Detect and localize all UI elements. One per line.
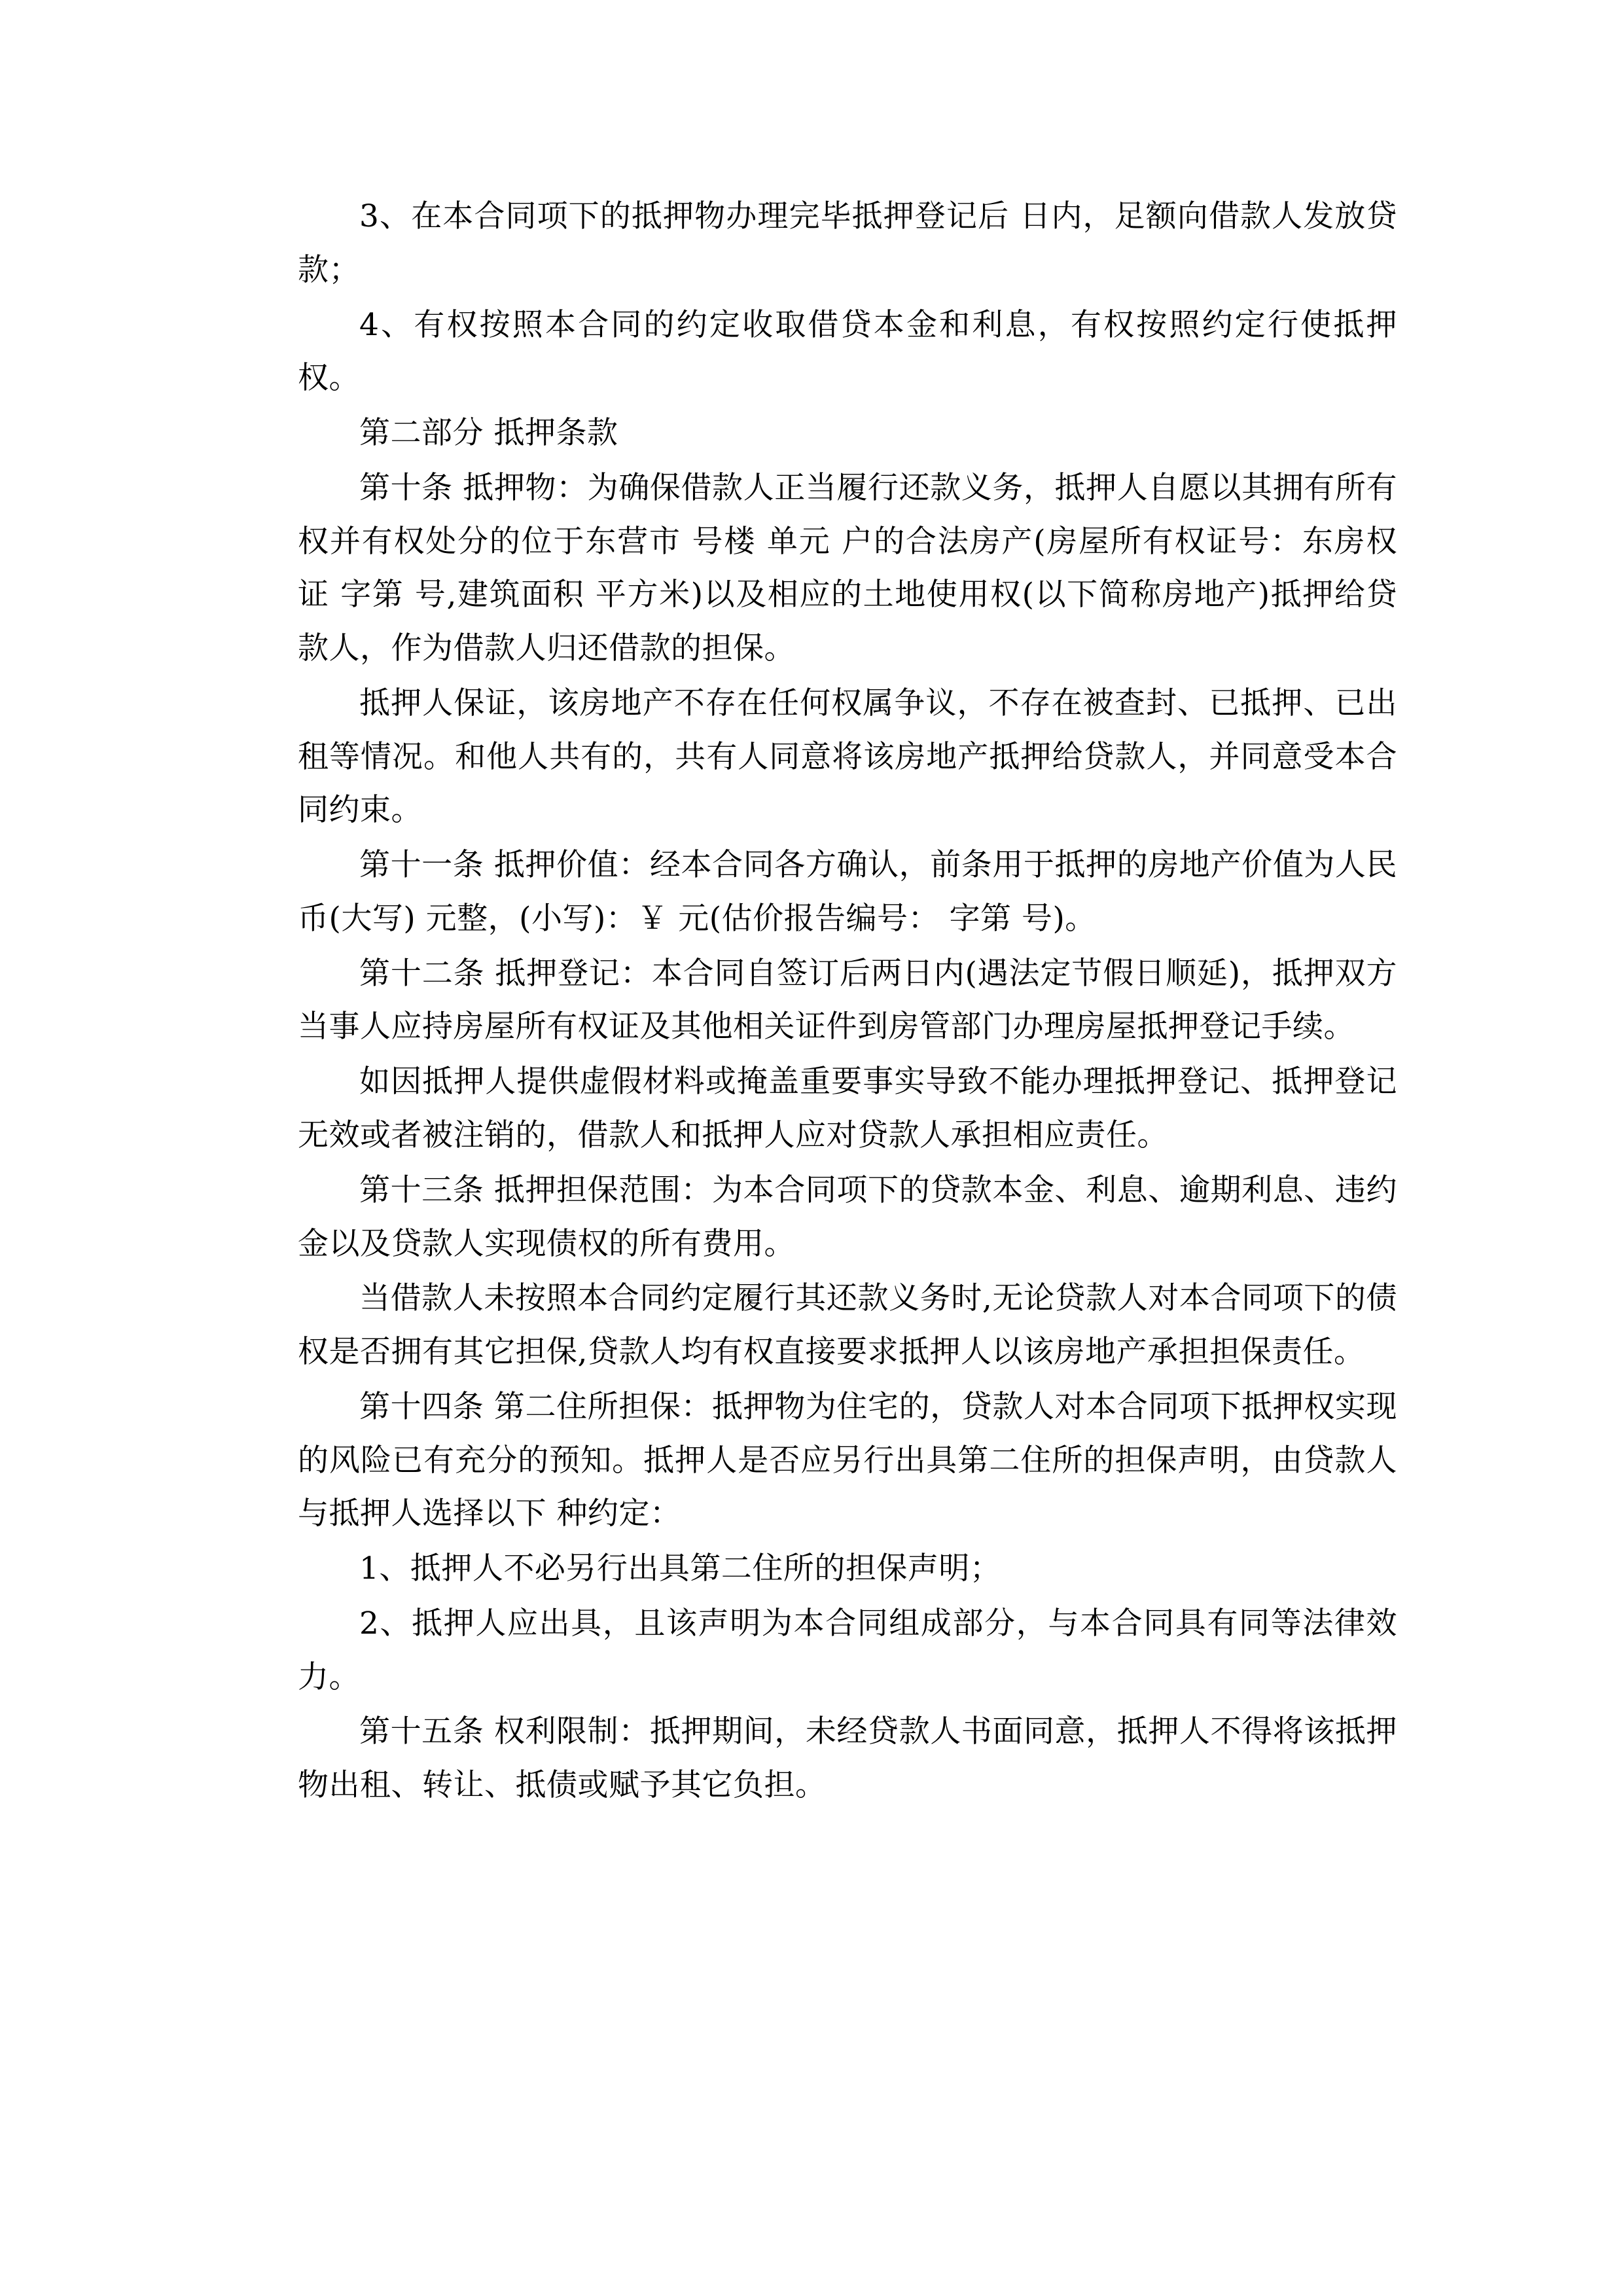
paragraph: 如因抵押人提供虚假材料或掩盖重要事实导致不能办理抵押登记、抵押登记无效或者被注销的，借款人和抵押人应对贷款人承担相应责任。 (298, 1064, 1397, 1154)
paragraph: 第十四条 第二住所担保：抵押物为住宅的，贷款人对本合同项下抵押权实现的风险已有充分的预知。抵押人是否应另行出具第二住所的担保声明，由贷款人与抵押人选择以下 种约定： (298, 1388, 1397, 1532)
paragraph: 第十二条 抵押登记：本合同自签订后两日内(遇法定节假日顺延)，抵押双方当事人应持房屋所有权证及其他相关证件到房管部门办理房屋抵押登记手续。 (298, 955, 1397, 1045)
paragraph: 第十条 抵押物：为确保借款人正当履行还款义务，抵押人自愿以其拥有所有权并有权处分的位于东营市 号楼 单元 户的合法房产(房屋所有权证号：东房权证 字第 号,建筑面积 平方米)以及相应的土地使用权(以下简称房地产)抵押给贷款人，作为借款人归还借款的担保。 (298, 469, 1397, 667)
paragraph: 第十五条 权利限制：抵押期间，未经贷款人书面同意，抵押人不得将该抵押物出租、转让、抵债或赋予其它负担。 (298, 1713, 1397, 1804)
paragraph: 第十一条 抵押价值：经本合同各方确认，前条用于抵押的房地产价值为人民币(大写) 元整，(小写)：￥ 元(估价报告编号： 字第 号)。 (298, 847, 1397, 937)
paragraph: 3、在本合同项下的抵押物办理完毕抵押登记后 日内，足额向借款人发放贷款； (298, 198, 1397, 288)
paragraph: 第十三条 抵押担保范围：为本合同项下的贷款本金、利息、逾期利息、违约金以及贷款人实现债权的所有费用。 (298, 1172, 1397, 1262)
paragraph: 2、抵押人应出具，且该声明为本合同组成部分，与本合同具有同等法律效力。 (298, 1605, 1397, 1695)
paragraph: 当借款人未按照本合同约定履行其还款义务时,无论贷款人对本合同项下的债权是否拥有其它担保,贷款人均有权直接要求抵押人以该房地产承担担保责任。 (298, 1280, 1397, 1371)
paragraph: 1、抵押人不必另行出具第二住所的担保声明； (359, 1551, 1001, 1587)
paragraph: 4、有权按照本合同的约定收取借贷本金和利息，有权按照约定行使抵押权。 (298, 306, 1397, 397)
section-heading: 第二部分 抵押条款 (359, 415, 618, 452)
document-body (298, 190, 1397, 1812)
paragraph: 抵押人保证，该房地产不存在任何权属争议，不存在被查封、已抵押、已出租等情况。和他人共有的，共有人同意将该房地产抵押给贷款人，并同意受本合同约束。 (298, 685, 1397, 829)
